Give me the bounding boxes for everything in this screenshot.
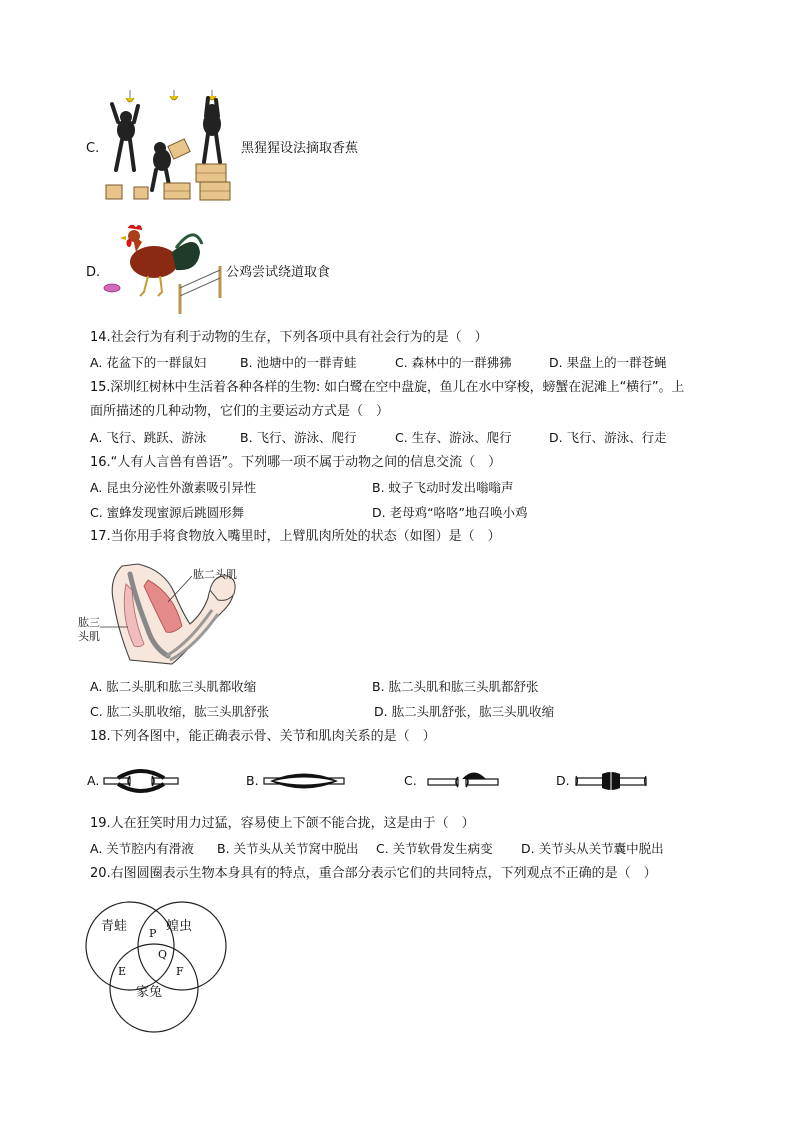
bone-joint-muscle-diagram-b — [264, 768, 344, 794]
option-c-letter: C. — [86, 141, 100, 156]
q14-option-a: A. 花盆下的一群鼠妇 — [90, 355, 207, 370]
q18-letter-d: D. — [556, 773, 570, 788]
q16-option-c: C. 蜜蜂发现蜜源后跳圆形舞 — [90, 505, 245, 520]
venn-label-frog: 青蛙 — [101, 919, 128, 934]
q19-stem: 19.人在狂笑时用力过猛，容易使上下颌不能合拢，这是由于（ ） — [90, 816, 475, 831]
q19-option-b: B. 关节头从关节窝中脱出 — [217, 841, 359, 856]
option-c-caption: 黑猩猩设法摘取香蕉 — [241, 141, 359, 156]
q15-stem-line1: 15.深圳红树林中生活着各种各样的生物: 如白鹭在空中盘旋，鱼儿在水中穿梭，螃蟹在泥滩上“横行”。上 — [90, 380, 685, 395]
q14-option-c: C. 森林中的一群狒狒 — [395, 355, 512, 370]
triceps-label-line1: 肱三 — [78, 616, 100, 629]
q16-option-d: D. 老母鸡“咯咯”地召唤小鸡 — [372, 505, 528, 520]
venn-region-f: F — [176, 965, 184, 978]
q18-letter-c: C. — [404, 773, 417, 788]
q16-option-a: A. 昆虫分泌性外激素吸引异性 — [90, 480, 257, 495]
q18-letter-a: A. — [87, 773, 100, 788]
chimpanzee-banana-illustration — [104, 90, 244, 205]
q18-letter-b: B. — [246, 773, 259, 788]
q18-stem: 18.下列各图中，能正确表示骨、关节和肌肉关系的是（ ） — [90, 729, 436, 744]
q16-option-b: B. 蚊子飞动时发出嗡嗡声 — [372, 480, 514, 495]
triceps-label-line2: 头肌 — [78, 630, 100, 643]
q17-option-d: D. 肱二头肌舒张，肱三头肌收缩 — [374, 704, 555, 719]
q17-option-a: A. 肱二头肌和肱三头肌都收缩 — [90, 679, 257, 694]
q15-option-a: A. 飞行、跳跃、游泳 — [90, 430, 207, 445]
q17-option-c: C. 肱二头肌收缩，肱三头肌舒张 — [90, 704, 270, 719]
q20-stem: 20.右图圆圈表示生物本身具有的特点，重合部分表示它们的共同特点，下列观点不正确的是（ ） — [90, 866, 657, 881]
q16-stem: 16.“人有人言兽有兽语”。下列哪一项不属于动物之间的信息交流（ ） — [90, 455, 502, 470]
q14-stem: 14.社会行为有利于动物的生存，下列各项中具有社会行为的是（ ） — [90, 330, 488, 345]
q14-option-d: D. 果盘上的一群苍蝇 — [549, 355, 667, 370]
option-d-caption: 公鸡尝试绕道取食 — [226, 265, 331, 280]
bone-joint-muscle-diagram-a — [104, 768, 178, 794]
venn-diagram — [78, 896, 238, 1036]
q19-option-c: C. 关节软骨发生病变 — [376, 841, 493, 856]
q19-option-a: A. 关节腔内有滑液 — [90, 841, 194, 856]
bone-joint-muscle-diagram-d — [576, 768, 646, 794]
q15-option-d: D. 飞行、游泳、行走 — [549, 430, 667, 445]
venn-label-locust: 蝗虫 — [166, 919, 193, 934]
q19-option-d: D. 关节头从关节囊中脱出 — [521, 841, 664, 856]
venn-label-rabbit: 家兔 — [136, 985, 163, 1000]
q15-option-c: C. 生存、游泳、爬行 — [395, 430, 512, 445]
q17-stem: 17.当你用手将食物放入嘴里时，上臂肌肉所处的状态（如图）是（ ） — [90, 529, 501, 544]
rooster-detour-illustration — [102, 222, 227, 317]
q14-option-b: B. 池塘中的一群青蛙 — [240, 355, 357, 370]
q15-option-b: B. 飞行、游泳、爬行 — [240, 430, 357, 445]
option-d-letter: D. — [86, 265, 101, 280]
venn-region-p: P — [149, 927, 157, 940]
venn-region-q: Q — [158, 948, 168, 961]
venn-region-e: E — [118, 965, 127, 978]
q17-option-b: B. 肱二头肌和肱三头肌都舒张 — [372, 679, 539, 694]
bone-joint-muscle-diagram-c — [428, 768, 498, 794]
q15-stem-line2: 面所描述的几种动物，它们的主要运动方式是（ ） — [90, 404, 390, 419]
biceps-label: 肱二头肌 — [193, 568, 237, 581]
